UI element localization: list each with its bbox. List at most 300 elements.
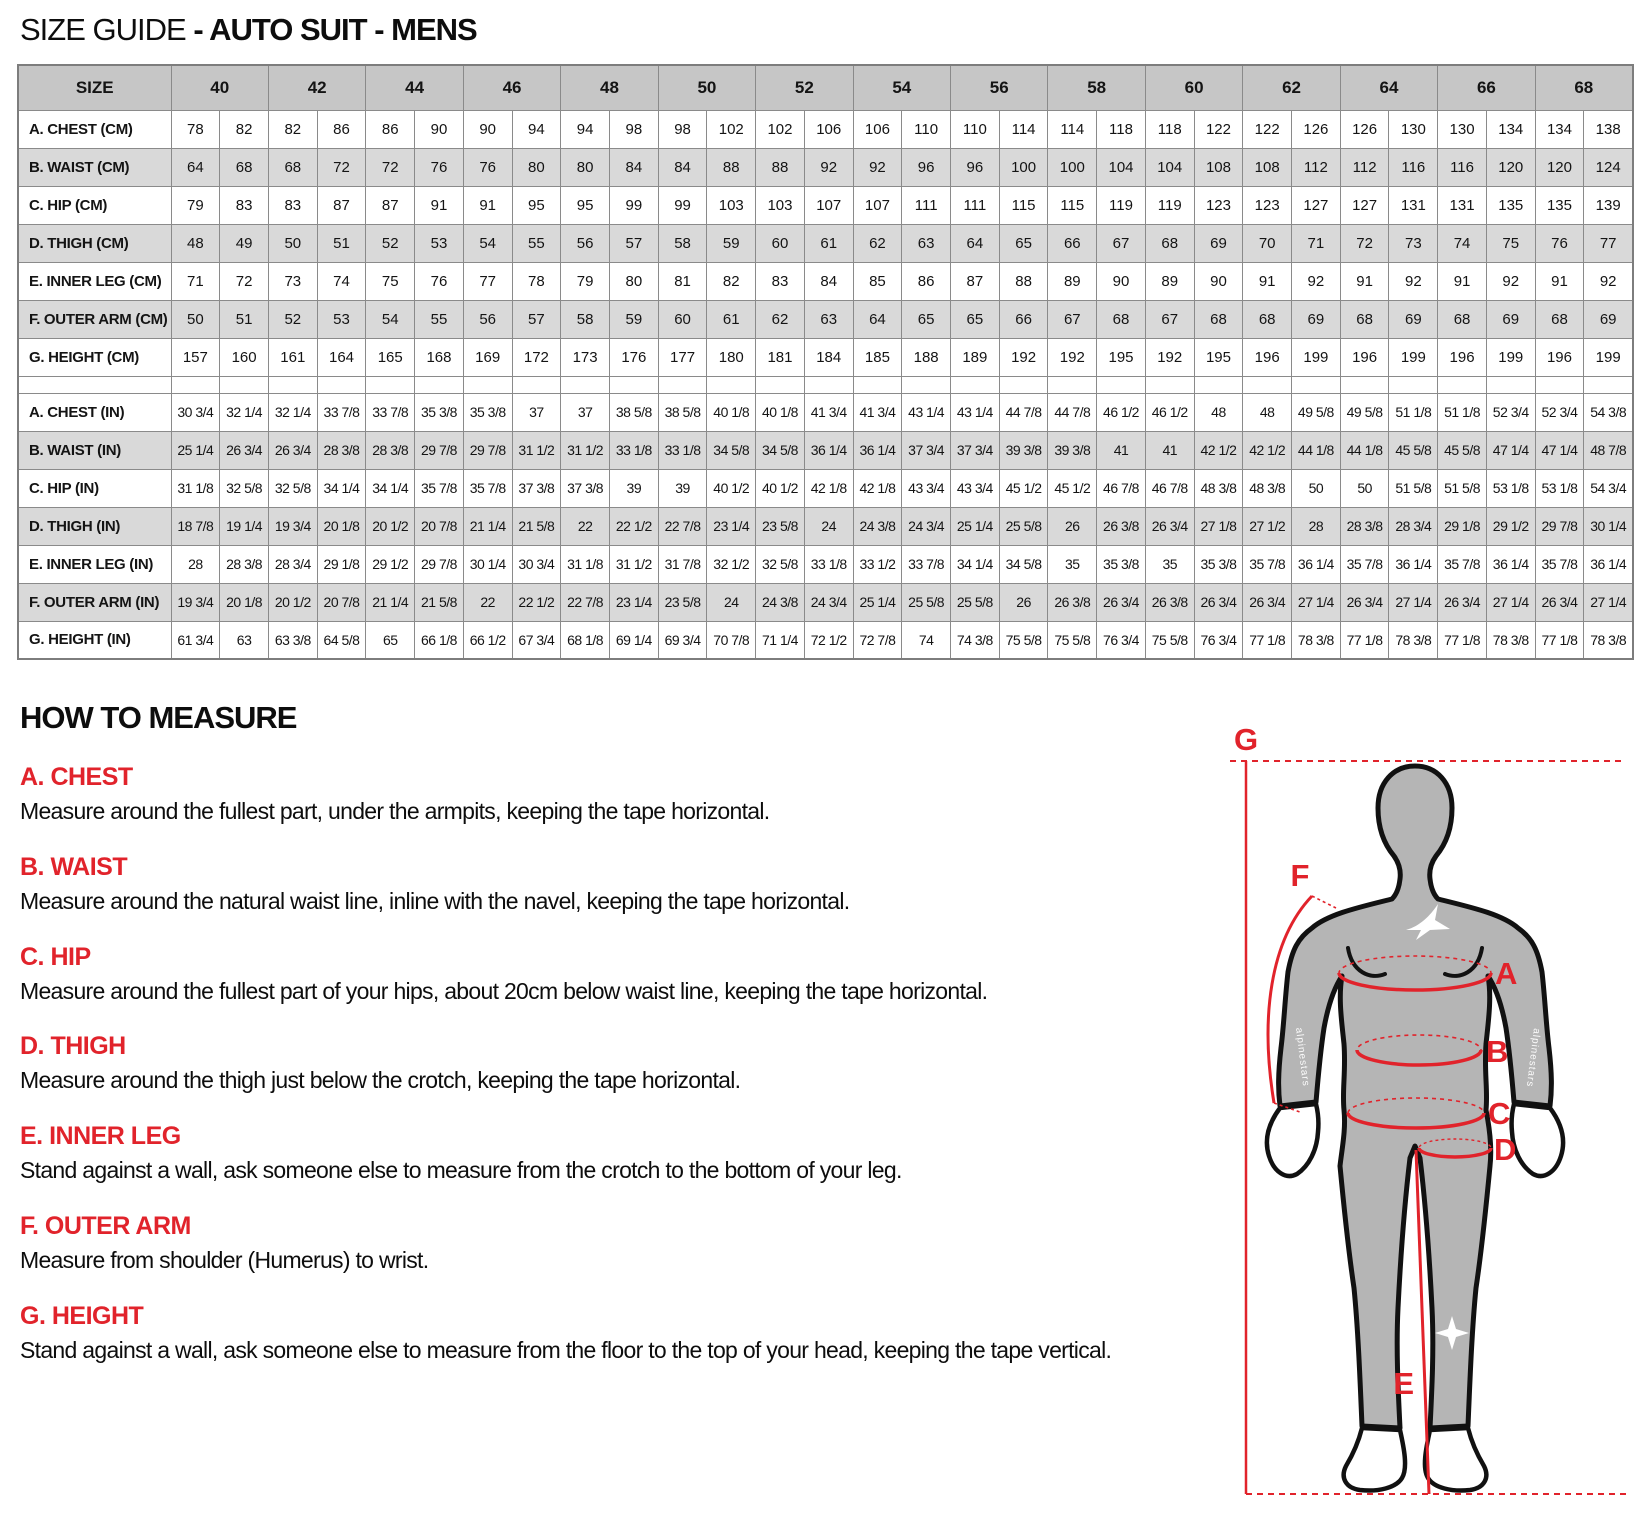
measurement-cell: 116 [1389, 148, 1438, 186]
measurement-cell: 91 [415, 186, 464, 224]
measurement-cell: 24 [707, 583, 756, 621]
measurement-cell: 25 1/4 [951, 507, 1000, 545]
measurement-cell: 28 3/4 [268, 545, 317, 583]
measurement-cell: 169 [463, 338, 512, 376]
measurement-cell: 21 1/4 [366, 583, 415, 621]
measurement-cell: 35 7/8 [463, 469, 512, 507]
measurement-cell: 29 7/8 [463, 431, 512, 469]
measurement-cell: 112 [1340, 148, 1389, 186]
measurement-cell: 42 1/2 [1194, 431, 1243, 469]
measurement-cell: 89 [1048, 262, 1097, 300]
measurement-cell: 36 1/4 [804, 431, 853, 469]
spacer-cell [366, 376, 415, 393]
measurement-cell: 52 3/4 [1535, 393, 1584, 431]
spacer-cell [18, 376, 171, 393]
measurement-cell: 68 [1097, 300, 1146, 338]
measurement-cell: 35 [1145, 545, 1194, 583]
measurement-cell: 26 3/8 [1048, 583, 1097, 621]
measurement-cell: 82 [707, 262, 756, 300]
measurement-cell: 69 [1389, 300, 1438, 338]
measurement-cell: 74 [317, 262, 366, 300]
measurement-cell: 72 [1340, 224, 1389, 262]
measurement-cell: 66 1/8 [415, 621, 464, 659]
measure-section-text: Stand against a wall, ask someone else to measure from the crotch to the bottom of your leg. [20, 1157, 902, 1183]
measurement-cell: 60 [658, 300, 707, 338]
measurement-cell: 35 7/8 [1243, 545, 1292, 583]
table-row [18, 148, 1633, 186]
measurement-cell: 119 [1145, 186, 1194, 224]
measurement-cell: 76 [415, 148, 464, 186]
measurement-cell: 56 [561, 224, 610, 262]
measurement-cell: 98 [658, 110, 707, 148]
measurement-cell: 62 [853, 224, 902, 262]
measurement-cell: 126 [1292, 110, 1341, 148]
measurement-cell: 51 5/8 [1389, 469, 1438, 507]
measurement-cell: 122 [1243, 110, 1292, 148]
label-e: E [1393, 1366, 1414, 1401]
measurement-cell: 43 3/4 [951, 469, 1000, 507]
measurement-cell: 80 [609, 262, 658, 300]
spacer-cell [1292, 376, 1341, 393]
measurement-cell: 39 [609, 469, 658, 507]
measurement-cell: 83 [220, 186, 269, 224]
measurement-cell: 107 [804, 186, 853, 224]
measurement-cell: 69 [1292, 300, 1341, 338]
measurement-cell: 60 [756, 224, 805, 262]
measurement-cell: 66 1/2 [463, 621, 512, 659]
spacer-cell [707, 376, 756, 393]
row-label: D. THIGH (IN) [18, 507, 171, 545]
measurement-cell: 49 5/8 [1292, 393, 1341, 431]
table-row [18, 545, 1633, 583]
size-col-header: 42 [268, 65, 365, 110]
measurement-cell: 35 3/8 [463, 393, 512, 431]
measurement-cell: 58 [561, 300, 610, 338]
table-spacer [18, 376, 1633, 393]
measurement-cell: 75 [1486, 224, 1535, 262]
measurement-cell: 48 3/8 [1243, 469, 1292, 507]
measurement-cell: 21 5/8 [512, 507, 561, 545]
measurement-cell: 50 [171, 300, 220, 338]
measurement-cell: 123 [1243, 186, 1292, 224]
measurement-cell: 108 [1194, 148, 1243, 186]
measurement-cell: 47 1/4 [1535, 431, 1584, 469]
measurement-cell: 86 [902, 262, 951, 300]
measurement-cell: 84 [609, 148, 658, 186]
spacer-cell [999, 376, 1048, 393]
spacer-cell [756, 376, 805, 393]
measurement-cell: 91 [1438, 262, 1487, 300]
left-glove [1267, 1104, 1318, 1176]
measurement-cell: 43 1/4 [951, 393, 1000, 431]
measurement-cell: 40 1/8 [707, 393, 756, 431]
measurement-cell: 87 [951, 262, 1000, 300]
measurement-cell: 22 [561, 507, 610, 545]
measure-section-text: Stand against a wall, ask someone else to measure from the floor to the top of your head, keeping the tape vertical. [20, 1336, 1112, 1363]
measurement-cell: 76 3/4 [1194, 621, 1243, 659]
measurement-cell: 199 [1584, 338, 1633, 376]
measurement-cell: 35 3/8 [1194, 545, 1243, 583]
measurement-cell: 25 5/8 [902, 583, 951, 621]
measurement-cell: 69 [1194, 224, 1243, 262]
measurement-cell: 23 5/8 [658, 583, 707, 621]
measurement-cell: 76 [463, 148, 512, 186]
measurement-cell: 78 3/8 [1389, 621, 1438, 659]
measure-section [20, 1212, 1172, 1275]
measurement-cell: 68 [1438, 300, 1487, 338]
measurement-cell: 94 [512, 110, 561, 148]
size-header-row [18, 65, 1633, 110]
measure-section-heading: D. THIGH [20, 1032, 126, 1061]
spacer-cell [1048, 376, 1097, 393]
measure-section-heading: C. HIP [20, 942, 91, 971]
spacer-cell [1584, 376, 1633, 393]
measurement-cell: 75 5/8 [999, 621, 1048, 659]
measurement-cell: 49 5/8 [1340, 393, 1389, 431]
size-col-header: 44 [366, 65, 463, 110]
measurement-cell: 45 5/8 [1389, 431, 1438, 469]
measurement-cell: 34 1/4 [317, 469, 366, 507]
measurement-cell: 88 [999, 262, 1048, 300]
label-b: B [1486, 1034, 1509, 1069]
measurement-cell: 165 [366, 338, 415, 376]
measurement-cell: 21 1/4 [463, 507, 512, 545]
measurement-cell: 68 [1340, 300, 1389, 338]
measurement-cell: 77 1/8 [1340, 621, 1389, 659]
measurement-cell: 48 3/8 [1194, 469, 1243, 507]
measurement-cell: 42 1/8 [804, 469, 853, 507]
measurement-cell: 130 [1438, 110, 1487, 148]
row-label: E. INNER LEG (CM) [18, 262, 171, 300]
how-to-measure [0, 682, 1172, 1364]
page-title-bold: - AUTO SUIT - MENS [193, 12, 477, 47]
measurement-cell: 46 7/8 [1145, 469, 1194, 507]
measurement-cell: 48 [171, 224, 220, 262]
row-label: B. WAIST (IN) [18, 431, 171, 469]
measurement-cell: 114 [1048, 110, 1097, 148]
measurement-cell: 35 3/8 [1097, 545, 1146, 583]
measurement-cell: 72 7/8 [853, 621, 902, 659]
measurement-cell: 26 3/4 [268, 431, 317, 469]
measurement-cell: 28 3/8 [1340, 507, 1389, 545]
measurement-cell: 74 [902, 621, 951, 659]
measurement-cell: 71 [171, 262, 220, 300]
measurement-cell: 115 [1048, 186, 1097, 224]
measurement-cell: 33 1/8 [609, 431, 658, 469]
size-col-header: 60 [1145, 65, 1242, 110]
measurement-cell: 100 [999, 148, 1048, 186]
measurement-cell: 103 [707, 186, 756, 224]
measurement-cell: 67 3/4 [512, 621, 561, 659]
measurement-cell: 35 [1048, 545, 1097, 583]
measurement-cell: 29 1/2 [1486, 507, 1535, 545]
measurement-cell: 52 [366, 224, 415, 262]
measurement-cell: 44 7/8 [999, 393, 1048, 431]
measurement-cell: 120 [1535, 148, 1584, 186]
measurement-cell: 95 [561, 186, 610, 224]
measure-section [20, 763, 1172, 826]
size-col-header: 54 [853, 65, 950, 110]
right-glove [1512, 1104, 1563, 1176]
measurement-cell: 44 7/8 [1048, 393, 1097, 431]
measurement-cell: 28 3/8 [220, 545, 269, 583]
measurement-cell: 20 1/8 [220, 583, 269, 621]
spacer-cell [1194, 376, 1243, 393]
outer-arm-top-dotted [1312, 896, 1336, 908]
measurement-cell: 21 5/8 [415, 583, 464, 621]
spacer-cell [1243, 376, 1292, 393]
measure-section-text: Measure from shoulder (Humerus) to wrist. [20, 1246, 429, 1273]
measurement-cell: 23 1/4 [707, 507, 756, 545]
measurement-cell: 28 [1292, 507, 1341, 545]
row-label: F. OUTER ARM (CM) [18, 300, 171, 338]
measurement-cell: 43 1/4 [902, 393, 951, 431]
table-row [18, 300, 1633, 338]
measurement-cell: 37 3/8 [512, 469, 561, 507]
measurement-cell: 22 7/8 [561, 583, 610, 621]
measurement-cell: 32 5/8 [268, 469, 317, 507]
measurement-cell: 26 [1048, 507, 1097, 545]
measurement-cell: 68 1/8 [561, 621, 610, 659]
measurement-cell: 26 3/4 [1438, 583, 1487, 621]
measurement-cell: 36 1/4 [1486, 545, 1535, 583]
measurement-cell: 28 3/4 [1389, 507, 1438, 545]
spacer-cell [463, 376, 512, 393]
measurement-cell: 42 1/2 [1243, 431, 1292, 469]
measurement-cell: 39 3/8 [999, 431, 1048, 469]
measurement-cell: 135 [1486, 186, 1535, 224]
measurement-cell: 82 [220, 110, 269, 148]
measurement-cell: 50 [1340, 469, 1389, 507]
measurement-cell: 69 1/4 [609, 621, 658, 659]
measurement-cell: 66 [999, 300, 1048, 338]
size-col-header: 58 [1048, 65, 1145, 110]
measurement-cell: 25 1/4 [171, 431, 220, 469]
measurement-cell: 35 7/8 [415, 469, 464, 507]
measurement-cell: 32 1/4 [220, 393, 269, 431]
spacer-cell [561, 376, 610, 393]
measurement-cell: 74 [1438, 224, 1487, 262]
measurement-cell: 92 [1584, 262, 1633, 300]
measurement-cell: 59 [609, 300, 658, 338]
measurement-cell: 64 5/8 [317, 621, 366, 659]
measurement-cell: 192 [1048, 338, 1097, 376]
how-to-measure-title: HOW TO MEASURE [20, 700, 297, 735]
measurement-cell: 91 [1340, 262, 1389, 300]
measurement-cell: 92 [853, 148, 902, 186]
measurement-cell: 28 3/8 [317, 431, 366, 469]
measurement-cell: 27 1/4 [1292, 583, 1341, 621]
measurement-cell: 90 [415, 110, 464, 148]
table-row [18, 110, 1633, 148]
measurement-cell: 33 1/8 [658, 431, 707, 469]
measurement-cell: 87 [366, 186, 415, 224]
measurement-cell: 25 5/8 [999, 507, 1048, 545]
measurement-cell: 62 [756, 300, 805, 338]
measurement-cell: 40 1/8 [756, 393, 805, 431]
measurement-cell: 22 7/8 [658, 507, 707, 545]
measurement-cell: 77 1/8 [1535, 621, 1584, 659]
how-to-measure-sections [20, 763, 1172, 1364]
measurement-cell: 34 5/8 [999, 545, 1048, 583]
measurement-cell: 192 [1145, 338, 1194, 376]
measurement-cell: 37 3/4 [902, 431, 951, 469]
measurement-cell: 48 [1243, 393, 1292, 431]
measurement-cell: 30 1/4 [1584, 507, 1633, 545]
measurement-cell: 134 [1486, 110, 1535, 148]
spacer-cell [171, 376, 220, 393]
spacer-cell [658, 376, 707, 393]
measurement-cell: 26 3/4 [1243, 583, 1292, 621]
measurement-cell: 131 [1389, 186, 1438, 224]
size-table-head [18, 65, 1633, 110]
measurement-cell: 83 [756, 262, 805, 300]
measurement-cell: 74 3/8 [951, 621, 1000, 659]
measurement-cell: 199 [1389, 338, 1438, 376]
measurement-cell: 30 1/4 [463, 545, 512, 583]
measurement-cell: 37 [512, 393, 561, 431]
measurement-cell: 76 [415, 262, 464, 300]
spacer-row [18, 376, 1633, 393]
measurement-cell: 37 [561, 393, 610, 431]
measurement-cell: 46 1/2 [1145, 393, 1194, 431]
measure-section-text: Measure around the thigh just below the crotch, keeping the tape horizontal. [20, 1067, 741, 1094]
measurement-cell: 34 1/4 [366, 469, 415, 507]
measure-section-heading: E. INNER LEG [20, 1122, 181, 1150]
measurement-cell: 47 1/4 [1486, 431, 1535, 469]
measurement-cell: 120 [1486, 148, 1535, 186]
measurement-cell: 26 3/8 [1097, 507, 1146, 545]
measurement-cell: 100 [1048, 148, 1097, 186]
measurement-cell: 51 5/8 [1438, 469, 1487, 507]
measurement-cell: 24 3/4 [902, 507, 951, 545]
measurement-cell: 67 [1048, 300, 1097, 338]
measurement-cell: 29 7/8 [415, 431, 464, 469]
measurement-cell: 51 1/8 [1438, 393, 1487, 431]
row-label: D. THIGH (CM) [18, 224, 171, 262]
row-label: B. WAIST (CM) [18, 148, 171, 186]
measurement-cell: 26 3/4 [1194, 583, 1243, 621]
measurement-cell: 118 [1145, 110, 1194, 148]
measurement-cell: 27 1/4 [1486, 583, 1535, 621]
measurement-cell: 78 3/8 [1486, 621, 1535, 659]
measurement-cell: 77 1/8 [1243, 621, 1292, 659]
measurement-cell: 35 3/8 [415, 393, 464, 431]
measurement-cell: 63 [902, 224, 951, 262]
in-rows [18, 393, 1633, 659]
measurement-cell: 118 [1097, 110, 1146, 148]
measurement-cell: 45 1/2 [999, 469, 1048, 507]
measurement-cell: 127 [1340, 186, 1389, 224]
cm-rows [18, 110, 1633, 376]
measurement-cell: 199 [1486, 338, 1535, 376]
measurement-cell: 29 1/2 [366, 545, 415, 583]
measurement-cell: 31 7/8 [658, 545, 707, 583]
measurement-cell: 57 [512, 300, 561, 338]
measurement-cell: 106 [804, 110, 853, 148]
measurement-cell: 195 [1194, 338, 1243, 376]
table-row [18, 583, 1633, 621]
measurement-cell: 70 7/8 [707, 621, 756, 659]
measurement-cell: 45 1/2 [1048, 469, 1097, 507]
measurement-cell: 139 [1584, 186, 1633, 224]
measurement-cell: 26 3/4 [1340, 583, 1389, 621]
measurement-cell: 36 1/4 [853, 431, 902, 469]
measurement-cell: 126 [1340, 110, 1389, 148]
table-row [18, 338, 1633, 376]
measurement-cell: 91 [1243, 262, 1292, 300]
measurement-cell: 52 [268, 300, 317, 338]
measurement-cell: 195 [1097, 338, 1146, 376]
measure-section-heading: B. WAIST [20, 852, 128, 881]
measurement-cell: 111 [951, 186, 1000, 224]
measurement-cell: 28 3/8 [366, 431, 415, 469]
measurement-cell: 160 [220, 338, 269, 376]
measurement-cell: 73 [268, 262, 317, 300]
measurement-cell: 63 [220, 621, 269, 659]
measurement-cell: 90 [1194, 262, 1243, 300]
measurement-cell: 196 [1243, 338, 1292, 376]
measurement-cell: 127 [1292, 186, 1341, 224]
measurement-cell: 30 3/4 [512, 545, 561, 583]
measurement-cell: 180 [707, 338, 756, 376]
spacer-cell [853, 376, 902, 393]
body-silhouette [1279, 766, 1552, 1428]
measurement-cell: 41 [1097, 431, 1146, 469]
measurement-cell: 164 [317, 338, 366, 376]
measurement-cell: 55 [415, 300, 464, 338]
row-label: F. OUTER ARM (IN) [18, 583, 171, 621]
measurement-figure-svg [1172, 688, 1630, 1518]
measurement-cell: 27 1/8 [1194, 507, 1243, 545]
measurement-cell: 24 [804, 507, 853, 545]
measurement-cell: 20 7/8 [317, 583, 366, 621]
measurement-cell: 28 [171, 545, 220, 583]
measurement-cell: 54 3/8 [1584, 393, 1633, 431]
measurement-cell: 90 [1097, 262, 1146, 300]
measurement-cell: 19 1/4 [220, 507, 269, 545]
spacer-cell [609, 376, 658, 393]
label-d: D [1494, 1132, 1517, 1167]
measurement-cell: 46 7/8 [1097, 469, 1146, 507]
measurement-cell: 104 [1097, 148, 1146, 186]
page-title [20, 12, 1644, 48]
measurement-cell: 22 1/2 [512, 583, 561, 621]
measurement-cell: 26 3/4 [1145, 507, 1194, 545]
measurement-cell: 37 3/4 [951, 431, 1000, 469]
measurement-cell: 89 [1145, 262, 1194, 300]
measurement-cell: 26 [999, 583, 1048, 621]
measurement-cell: 29 1/8 [317, 545, 366, 583]
measurement-cell: 20 1/2 [268, 583, 317, 621]
measurement-cell: 157 [171, 338, 220, 376]
measurement-cell: 40 1/2 [707, 469, 756, 507]
measurement-cell: 114 [999, 110, 1048, 148]
measurement-cell: 134 [1535, 110, 1584, 148]
measure-section [20, 1122, 1172, 1185]
size-table [17, 64, 1634, 660]
measurement-cell: 102 [707, 110, 756, 148]
measurement-cell: 196 [1340, 338, 1389, 376]
measurement-cell: 124 [1584, 148, 1633, 186]
measurement-cell: 29 7/8 [1535, 507, 1584, 545]
measurement-cell: 188 [902, 338, 951, 376]
spacer-cell [415, 376, 464, 393]
size-col-header: 64 [1340, 65, 1437, 110]
spacer-cell [951, 376, 1000, 393]
measurement-cell: 77 1/8 [1438, 621, 1487, 659]
measurement-cell: 26 3/4 [1097, 583, 1146, 621]
